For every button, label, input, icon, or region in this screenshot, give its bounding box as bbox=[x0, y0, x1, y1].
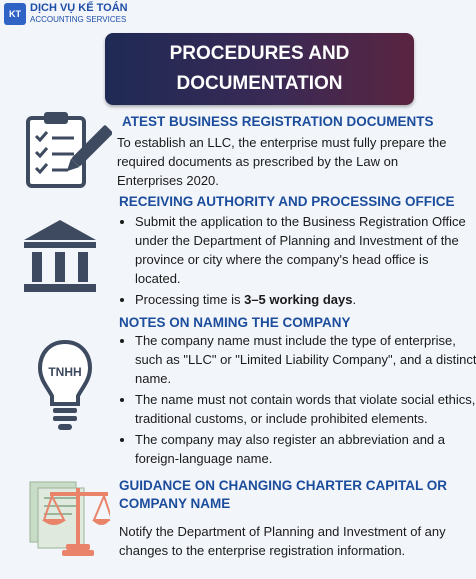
section-4-heading-line2: COMPANY NAME bbox=[119, 496, 231, 511]
section-2-heading: RECEIVING AUTHORITY AND PROCESSING OFFICE bbox=[119, 194, 455, 209]
logo-mark: KT bbox=[4, 3, 26, 25]
list-item: • The company may also register an abbreviation and a foreign-language name. bbox=[135, 430, 476, 468]
processing-time-value: 3–5 working days bbox=[244, 292, 353, 307]
list-item: • The name must not contain words that violate social ethics, traditional customs, or include prohibited elements. bbox=[135, 390, 476, 428]
section-4-heading bbox=[119, 477, 459, 513]
section-1-heading: ATEST BUSINESS REGISTRATION DOCUMENTS bbox=[122, 114, 434, 129]
logo-name: DỊCH VỤ KẾ TOÁN bbox=[30, 2, 128, 14]
page-title-line2: DOCUMENTATION bbox=[176, 73, 343, 94]
list-item: • The company name must include the type of enterprise, such as "LLC" or "Limited Liability Company", and a distinct name. bbox=[135, 331, 476, 388]
documents-scale-icon bbox=[24, 478, 110, 558]
logo bbox=[4, 3, 128, 25]
checklist-icon bbox=[22, 110, 112, 190]
government-building-icon bbox=[20, 218, 100, 294]
section-3-heading: NOTES ON NAMING THE COMPANY bbox=[119, 315, 351, 330]
section-1-text: To establish an LLC, the enterprise must fully prepare the required documents as prescribed by the Law on Enterprises 2020. bbox=[117, 135, 447, 188]
processing-time-end: . bbox=[352, 292, 357, 307]
page-title bbox=[105, 33, 414, 105]
lightbulb-icon bbox=[36, 338, 94, 434]
processing-time-label: Processing time is bbox=[135, 292, 245, 307]
section-4-heading-line1: GUIDANCE ON CHANGING CHARTER CAPITAL OR bbox=[119, 478, 448, 493]
section-3-list bbox=[119, 331, 476, 468]
logo-text bbox=[30, 3, 128, 25]
section-4-text: Notify the Department of Planning and Investment of any changes to the enterprise registration information. bbox=[119, 524, 446, 558]
list-item: • Submit the application to the Business Registration Office under the Department of Planning and Investment of the province or city where the company's head office is located. bbox=[135, 212, 470, 288]
list-item bbox=[135, 290, 470, 309]
section-2-list bbox=[119, 212, 470, 309]
page-title-line1: PROCEDURES AND bbox=[169, 43, 350, 64]
logo-subtitle: ACCOUNTING SERVICES bbox=[30, 15, 127, 24]
lightbulb-text: TNHH bbox=[48, 365, 82, 379]
